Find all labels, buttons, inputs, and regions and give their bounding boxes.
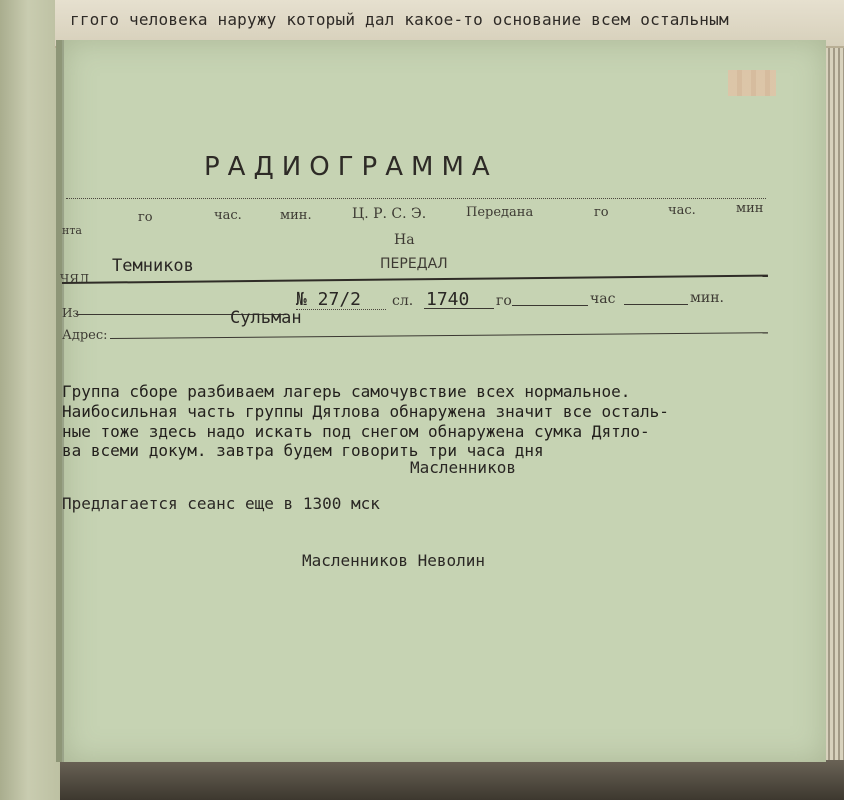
number-underline (296, 309, 386, 310)
message-line-4: ва всеми докум. завтра будем говорить три часа дня (62, 441, 544, 460)
row1-chas-label: час. (214, 208, 242, 223)
sheet-binding-edge (56, 40, 62, 762)
sender-name: Темников (112, 256, 194, 276)
form-title: РАДИОГРАММА (204, 152, 498, 182)
row2-left-fragment: ЧЯЛ (60, 272, 89, 286)
row1-go2-label: го (594, 205, 609, 220)
words-underline (424, 308, 494, 309)
transmitted-label: Передана (466, 205, 534, 220)
row1-min2-label: мин (736, 201, 764, 216)
row3-go-underline (512, 305, 588, 306)
radiogram-form (62, 40, 826, 762)
message-line-1: Группа сборе разбиваем лагерь самочувствие всех нормальное. (62, 382, 631, 401)
redaction-mark (728, 70, 776, 96)
message-number: № 27/2 (296, 289, 362, 310)
row3-go-label: го (496, 293, 512, 309)
words-label: сл. (392, 293, 414, 309)
address-label: Адрес: (62, 328, 108, 343)
row3-chas-label: час (590, 291, 616, 307)
previous-page-text: ггого человека наружу который дал какое-то основание всем остальным (70, 10, 729, 29)
on-label: На (394, 232, 415, 248)
row3-min-label: мин. (690, 290, 725, 306)
final-signatures: Масленников Неволин (302, 551, 486, 570)
binder-bottom-edge (60, 760, 844, 800)
message-line-3: ные тоже здесь надо искать под снегом обнаружена сумка Дятло- (62, 422, 650, 441)
row1-chas2-label: час. (668, 203, 696, 218)
row1-left-fragment: нта (62, 224, 82, 237)
sent-label: ПЕРЕДАЛ (380, 256, 448, 272)
address-value: Сульман (230, 308, 302, 328)
row3-chas-underline (624, 304, 688, 305)
row1-min-label: мин. (280, 208, 312, 223)
title-divider (66, 198, 766, 199)
from-label: Из (62, 306, 80, 320)
station-label: Ц. Р. С. Э. (352, 206, 427, 222)
row1-go-label: го (138, 210, 153, 225)
word-count: 1740 (426, 289, 470, 310)
session-proposal: Предлагается сеанс еще в 1300 мск (62, 494, 380, 513)
message-line-2: Наибосильная часть группы Дятлова обнаружена значит все осталь- (62, 402, 669, 421)
message-signature: Масленников (410, 458, 516, 477)
